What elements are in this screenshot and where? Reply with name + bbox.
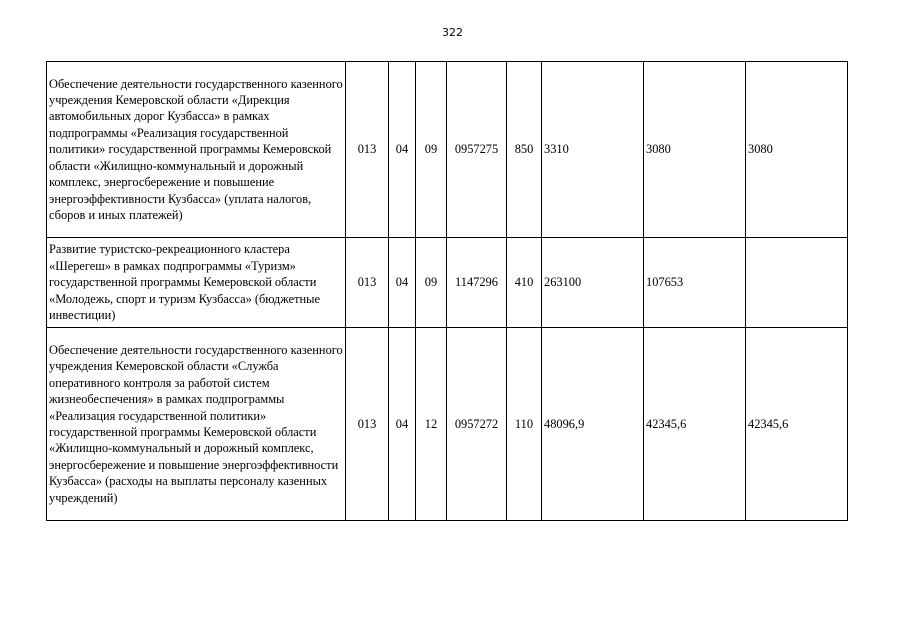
amount-1: 48096,9 bbox=[542, 328, 644, 521]
expense-type-code: 850 bbox=[507, 62, 542, 238]
section-code: 04 bbox=[389, 328, 416, 521]
ministry-code: 013 bbox=[346, 238, 389, 328]
amount-3: 3080 bbox=[746, 62, 848, 238]
page-number: 322 bbox=[442, 26, 463, 39]
target-article-code: 0957272 bbox=[447, 328, 507, 521]
row-description: Развитие туристско-рекреационного кластера «Шерегеш» в рамках подпрограммы «Туризм» государственной программы Кемеровской области «Молодежь, спорт и туризм Кузбасса» (бюджетные инвестиции) bbox=[47, 238, 346, 328]
amount-1: 3310 bbox=[542, 62, 644, 238]
target-article-code: 1147296 bbox=[447, 238, 507, 328]
subsection-code: 09 bbox=[416, 62, 447, 238]
subsection-code: 09 bbox=[416, 238, 447, 328]
target-article-code: 0957275 bbox=[447, 62, 507, 238]
expense-type-code: 410 bbox=[507, 238, 542, 328]
subsection-code: 12 bbox=[416, 328, 447, 521]
amount-3 bbox=[746, 238, 848, 328]
amount-2: 3080 bbox=[644, 62, 746, 238]
ministry-code: 013 bbox=[346, 62, 389, 238]
amount-2: 42345,6 bbox=[644, 328, 746, 521]
section-code: 04 bbox=[389, 238, 416, 328]
amount-2: 107653 bbox=[644, 238, 746, 328]
table-row bbox=[47, 62, 848, 238]
table-row bbox=[47, 238, 848, 328]
budget-table bbox=[46, 61, 848, 521]
table-row bbox=[47, 328, 848, 521]
amount-1: 263100 bbox=[542, 238, 644, 328]
expense-type-code: 110 bbox=[507, 328, 542, 521]
amount-3: 42345,6 bbox=[746, 328, 848, 521]
row-description: Обеспечение деятельности государственного казенного учреждения Кемеровской области «Дирекция автомобильных дорог Кузбасса» в рамках подпрограммы «Реализация государственной политики» государственной программы Кемеровской области «Жилищно-коммунальный и дорожный комплекс, энергосбережение и повышение энергоэффективности Кузбасса» (уплата налогов, сборов и иных платежей) bbox=[47, 62, 346, 238]
row-description: Обеспечение деятельности государственного казенного учреждения Кемеровской области «Служба оперативного контроля за работой систем жизнеобеспечения» в рамках подпрограммы «Реализация государственной политики» государственной программы Кемеровской области «Жилищно-коммунальный и дорожный комплекс, энергосбережение и повышение энергоэффективности Кузбасса» (расходы на выплаты персоналу казенных учреждений) bbox=[47, 328, 346, 521]
ministry-code: 013 bbox=[346, 328, 389, 521]
section-code: 04 bbox=[389, 62, 416, 238]
